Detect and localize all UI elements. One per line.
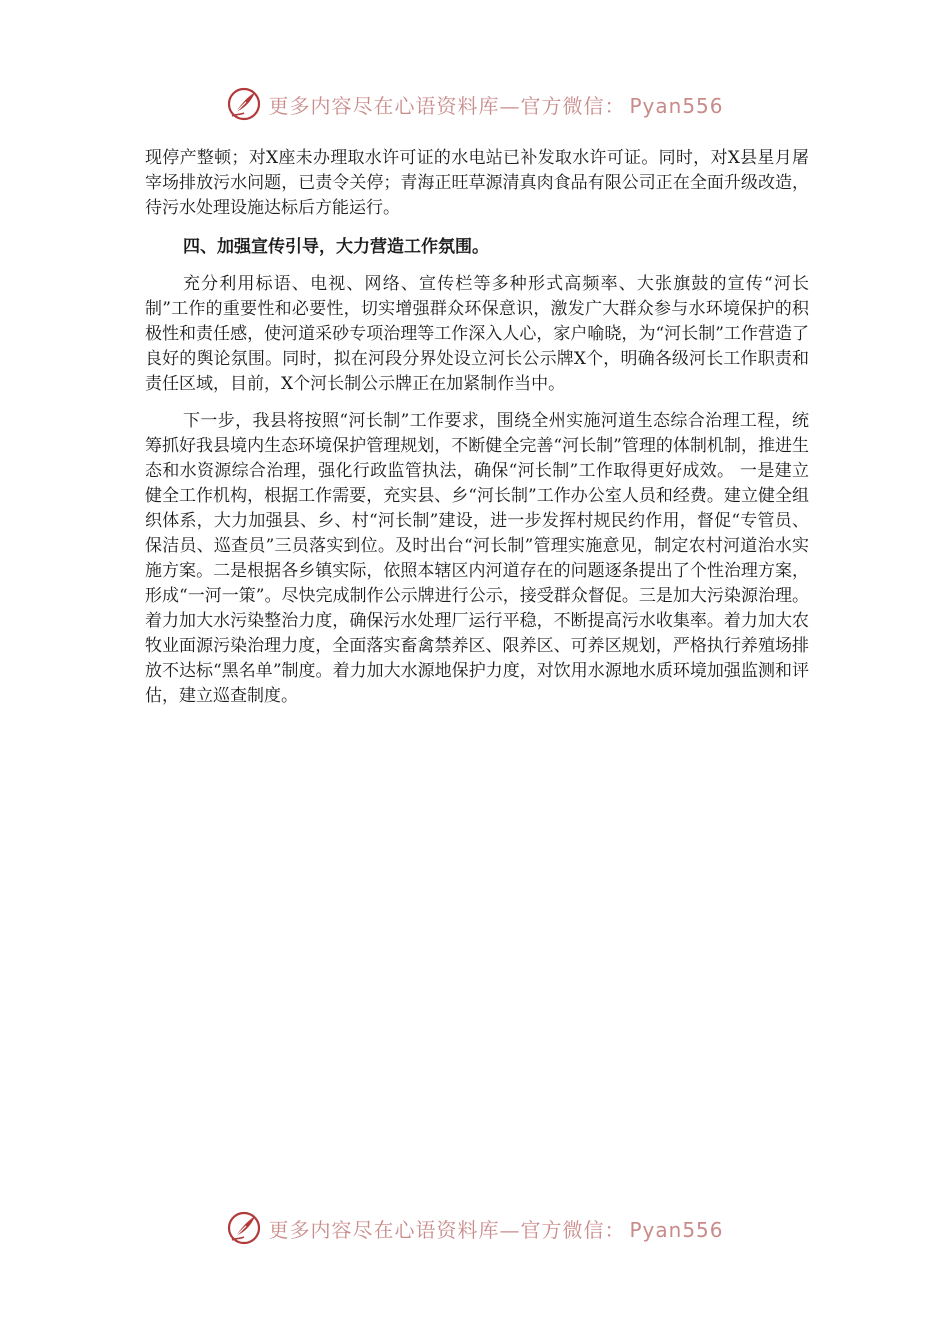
footer-watermark (0, 1210, 950, 1246)
paragraph-continuation: 现停产整顿；对X座未办理取水许可证的水电站已补发取水许可证。同时，对X县星月屠宰场排放污水问题，已责令关停；青海正旺草源清真肉食品有限公司正在全面升级改造，待污水处理设施达标后方能运行。 (145, 148, 809, 218)
watermark-text: 更多内容尽在心语资料库—官方微信： Pyan556 (268, 93, 724, 118)
feather-pen-logo-icon (226, 1210, 262, 1246)
header-watermark (0, 86, 950, 122)
feather-pen-logo-icon (226, 86, 262, 122)
watermark-wechat-id: Pyan556 (629, 1217, 724, 1242)
paragraph-next-steps: 下一步，我县将按照“河长制”工作要求，围绕全州实施河道生态综合治理工程，统筹抓好我县境内生态环境保护管理规划，不断健全完善“河长制”管理的体制机制，推进生态和水资源综合治理，强化行政监管执法，确保“河长制”工作取得更好成效。 一是建立健全工作机构，根据工作需要，充实县、乡“河长制”工作办公室人员和经费。建立健全组织体系，大力加强县、乡、村“河长制”建设，进一步发挥村规民约作用，督促“专管员、保洁员、巡查员”三员落实到位。及时出台“河长制”管理实施意见，制定农村河道治水实施方案。二是根据各乡镇实际，依照本辖区内河道存在的问题逐条提出了个性治理方案，形成“一河一策”。尽快完成制作公示牌进行公示，接受群众督促。三是加大污染源治理。着力加大水污染整治力度，确保污水处理厂运行平稳，不断提高污水收集率。着力加大农牧业面源污染治理力度，全面落实畜禽禁养区、限养区、可养区规划，严格执行养殖场排放不达标“黑名单”制度。着力加大水源地保护力度，对饮用水源地水质环境加强监测和评估，建立巡查制度。 (145, 411, 809, 706)
paragraph-publicity: 充分利用标语、电视、网络、宣传栏等多种形式高频率、大张旗鼓的宣传“河长制”工作的重要性和必要性，切实增强群众环保意识，激发广大群众参与水环境保护的积极性和责任感，使河道采砂专项治理等工作深入人心，家户喻晓，为“河长制”工作营造了良好的舆论氛围。同时，拟在河段分界处设立河长公示牌X个，明确各级河长工作职责和责任区域，目前，X个河长制公示牌正在加紧制作当中。 (145, 274, 809, 394)
document-body (145, 146, 809, 709)
watermark-wechat-id: Pyan556 (629, 93, 724, 118)
watermark-text: 更多内容尽在心语资料库—官方微信： Pyan556 (268, 1217, 724, 1242)
section-heading-4: 四、加强宣传引导，大力营造工作氛围。 (183, 237, 489, 257)
